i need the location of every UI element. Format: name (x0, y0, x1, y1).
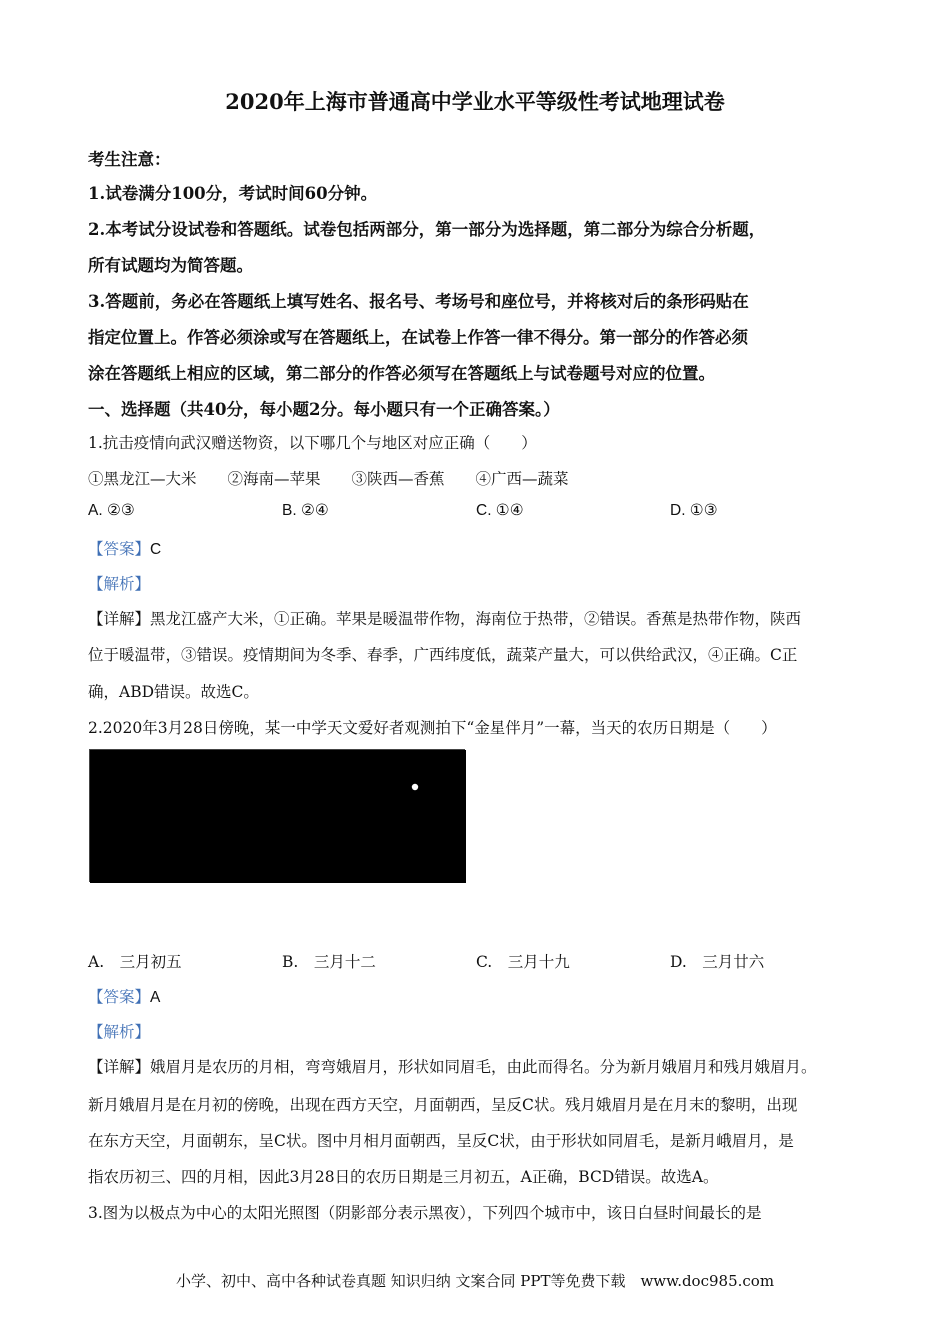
detail-text: 黑龙江盛产大米，①正确。苹果是暖温带作物，海南位于热带，②错误。香蕉是热带作物，陕西 (150, 610, 802, 628)
q1-items: ①黑龙江—大米 ②海南—苹果 ③陕西—香蕉 ④广西—蔬菜 (88, 470, 569, 488)
section1-heading: 一、选择题（共40分，每小题2分。每小题只有一个正确答案。） (88, 400, 560, 419)
notice-item-1: 1.试卷满分100分，考试时间60分钟。 (88, 184, 378, 203)
notice-item-2-cont: 所有试题均为简答题。 (88, 256, 253, 275)
notice-item-3-cont1: 指定位置上。作答必须涂或写在答题纸上，在试卷上作答一律不得分。第一部分的作答必须 (88, 328, 748, 347)
q1-option-a: A. ②③ (88, 502, 135, 519)
detail-tag: 【详解】 (88, 610, 151, 628)
q2-detail-line-3: 在东方天空，月面朝东，呈C状。图中月相月面朝西，呈反C状，由于形状如同眉毛，是新月峨眉月，是 (88, 1132, 794, 1150)
notice-item-3: 3.答题前，务必在答题纸上填写姓名、报名号、考场号和座位号，并将核对后的条形码贴在 (88, 292, 749, 311)
q2-answer (88, 985, 160, 1007)
q2-option-a: A. 三月初五 (88, 953, 182, 971)
q1-option-d: D. ①③ (670, 502, 718, 519)
q2-option-d: D. 三月廿六 (670, 953, 765, 971)
q1-detail-line-2: 位于暖温带，③错误。疫情期间为冬季、春季，广西纬度低，蔬菜产量大，可以供给武汉，④正确。C正 (88, 646, 798, 664)
venus-moon-photo (89, 749, 465, 882)
q1-detail-line-3: 确，ABD错误。故选C。 (88, 683, 259, 701)
q2-detail-line-2: 新月娥眉月是在月初的傍晚，出现在西方天空，月面朝西，呈反C状。残月娥眉月是在月末的黎明，出现 (88, 1096, 798, 1114)
q2-detail-line-1 (88, 1055, 817, 1077)
page-footer: 小学、初中、高中各种试卷真题 知识归纳 文案合同 PPT等免费下载 www.doc985.com (175, 1272, 775, 1290)
notice-heading: 考生注意： (88, 150, 171, 169)
q1-answer (88, 537, 161, 559)
notice-item-2: 2.本考试分设试卷和答题纸。试卷包括两部分，第一部分为选择题，第二部分为综合分析题， (88, 220, 766, 239)
q2-option-b: B. 三月十二 (282, 953, 376, 971)
q1-stem: 1.抗击疫情向武汉赠送物资，以下哪几个与地区对应正确（ ） (88, 434, 537, 452)
q2-analysis-tag: 【解析】 (88, 1023, 151, 1041)
q1-analysis-tag: 【解析】 (88, 575, 151, 593)
detail-tag: 【详解】 (88, 1058, 151, 1076)
detail-text: 娥眉月是农历的月相，弯弯娥眉月，形状如同眉毛，由此而得名。分为新月娥眉月和残月娥眉月。 (150, 1058, 817, 1076)
q1-detail-line-1 (88, 607, 801, 629)
answer-value: C (150, 541, 162, 558)
answer-tag: 【答案】 (88, 988, 151, 1006)
q1-option-c: C. ①④ (476, 502, 524, 519)
notice-item-3-cont2: 涂在答题纸上相应的区域，第二部分的作答必须写在答题纸上与试卷题号对应的位置。 (88, 364, 715, 383)
crescent-moon-venus-image (90, 750, 466, 883)
venus-dot (412, 784, 418, 790)
q2-option-c: C. 三月十九 (476, 953, 570, 971)
q3-stem: 3.图为以极点为中心的太阳光照图（阴影部分表示黑夜），下列四个城市中，该日白昼时间最长的是 (88, 1204, 762, 1222)
page-title: 2020年上海市普通高中学业水平等级性考试地理试卷 (225, 89, 725, 114)
q1-option-b: B. ②④ (282, 502, 329, 519)
q2-detail-line-4: 指农历初三、四的月相，因此3月28日的农历日期是三月初五，A正确，BCD错误。故选A。 (88, 1168, 719, 1186)
answer-tag: 【答案】 (88, 540, 151, 558)
q2-stem: 2.2020年3月28日傍晚，某一中学天文爱好者观测拍下“金星伴月”一幕，当天的农历日期是（ ） (88, 719, 777, 737)
answer-value: A (150, 989, 161, 1006)
